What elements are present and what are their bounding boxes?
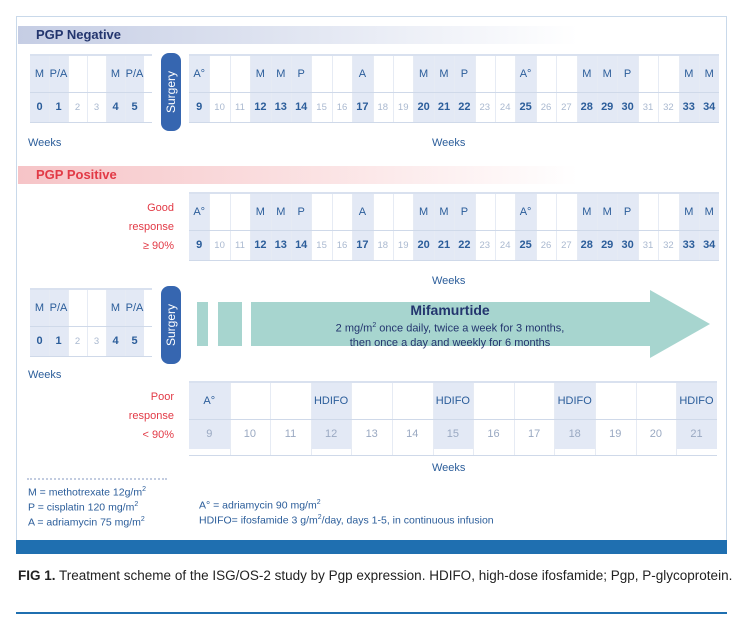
good-week-cell: 30	[617, 230, 637, 260]
good-week-cell: 22	[454, 230, 474, 260]
neg-post-drug-cell	[393, 56, 413, 92]
pgp-positive-title: PGP Positive	[36, 167, 117, 182]
pos-pre-week-cell: 1	[49, 326, 68, 356]
good-drug-cell: A°	[515, 194, 535, 230]
poor-week-cell: 15	[433, 419, 474, 449]
neg-pre-week-cell: 5	[125, 92, 144, 122]
neg-post-week-cell: 9	[189, 92, 209, 122]
neg-post-week-cell: 10	[214, 101, 225, 113]
neg-pre-drug-cell: P/A	[49, 56, 68, 92]
good-mid-rule	[189, 230, 719, 231]
neg-post-drug-cell: A	[352, 56, 372, 92]
neg-post-col-divider	[577, 56, 578, 122]
poor-week-cell: 13	[365, 428, 378, 440]
neg-post-drug-cell	[332, 56, 352, 92]
good-col-divider	[291, 194, 292, 260]
caption-bottom-rule	[16, 612, 727, 614]
poor-drug-cell: HDIFO	[311, 383, 352, 419]
good-week-cell: 12	[250, 230, 270, 260]
poor-response-line2: response	[128, 410, 174, 422]
good-week-cell: 25	[515, 230, 535, 260]
neg-post-week-cell: 18	[377, 101, 389, 113]
good-drug-cell: P	[291, 194, 311, 230]
neg-post-drug-cell	[475, 56, 495, 92]
neg-pre-drug-cell: M	[30, 56, 49, 92]
poor-response-label	[94, 388, 174, 445]
poor-drug-cell: HDIFO	[676, 383, 717, 419]
good-col-divider	[495, 194, 496, 260]
good-week-cell: 21	[434, 230, 454, 260]
good-col-divider	[271, 194, 272, 260]
good-week-cell: 32	[663, 239, 674, 251]
neg-pre-drug-cell	[68, 56, 87, 92]
neg-pre-col-divider	[49, 56, 50, 122]
poor-drug-cell: A°	[189, 383, 230, 419]
neg-post-drug-cell	[638, 56, 658, 92]
good-week-cell: 15	[316, 239, 327, 251]
neg-post-week-cell: 32	[663, 101, 674, 113]
legend-right	[199, 497, 494, 527]
pos-pre-drug-cell	[68, 290, 87, 326]
poor-week-cell: 11	[284, 428, 297, 440]
good-week-cell: 19	[397, 239, 409, 251]
neg-pre-week-cell: 3	[93, 101, 100, 113]
pos-pre-week-cell: 5	[125, 326, 144, 356]
legend-adriamycin-90: A° = adriamycin 90 $mg/m^2$	[199, 499, 321, 512]
pos-pre-col-divider	[87, 290, 88, 356]
good-col-divider	[311, 194, 312, 260]
figure-bottom-band	[16, 540, 727, 554]
figure-caption-label: FIG 1.	[18, 568, 56, 583]
neg-post-drug-cell	[536, 56, 556, 92]
neg-post-col-divider	[373, 56, 374, 122]
weeks-label-poor-response: Weeks	[432, 462, 466, 474]
pos-pre-mid-rule	[30, 326, 152, 327]
neg-post-week-cell: 17	[352, 92, 372, 122]
neg-post-col-divider	[536, 56, 537, 122]
surgery-label-positive: Surgery	[164, 303, 178, 347]
neg-post-drug-cell: M	[271, 56, 291, 92]
good-week-cell: 23	[479, 239, 491, 251]
neg-post-drug-cell: M	[250, 56, 270, 92]
neg-pre-week-cell: 0	[30, 92, 49, 122]
good-drug-cell: M	[434, 194, 454, 230]
good-week-cell: 10	[214, 239, 225, 251]
neg-post-drug-cell	[209, 56, 229, 92]
neg-post-col-divider	[475, 56, 476, 122]
pos-pre-week-cell: 3	[93, 335, 100, 347]
good-drug-cell	[495, 194, 515, 230]
neg-pre-bottom-rule	[30, 122, 152, 123]
neg-post-week-cell: 23	[479, 101, 491, 113]
good-drug-cell	[475, 194, 495, 230]
pos-pre-drug-cell: M	[106, 290, 125, 326]
pos-pre-drug-cell: M	[30, 290, 49, 326]
poor-week-cell: 17	[527, 428, 541, 440]
neg-post-week-cell: 31	[642, 101, 654, 113]
good-week-cell: 11	[235, 239, 245, 251]
good-col-divider	[230, 194, 231, 260]
neg-post-col-divider	[332, 56, 333, 122]
good-drug-cell	[638, 194, 658, 230]
good-col-divider	[393, 194, 394, 260]
good-col-divider	[597, 194, 598, 260]
good-drug-cell: M	[577, 194, 597, 230]
neg-post-week-cell: 20	[413, 92, 433, 122]
good-col-divider	[536, 194, 537, 260]
good-col-divider	[332, 194, 333, 260]
good-col-divider	[413, 194, 414, 260]
neg-post-col-divider	[230, 56, 231, 122]
neg-post-col-divider	[638, 56, 639, 122]
good-col-divider	[658, 194, 659, 260]
neg-post-drug-cell	[373, 56, 393, 92]
pos-pre-col-divider	[49, 290, 50, 356]
neg-post-drug-cell: P	[617, 56, 637, 92]
good-col-divider	[373, 194, 374, 260]
mifamurtide-dose-line1: 2 $mg/m^2$ once daily, twice a week for 3 months,	[335, 322, 565, 335]
poor-response-line3: < 90%	[142, 429, 174, 441]
poor-drug-cell	[230, 383, 271, 419]
good-col-divider	[617, 194, 618, 260]
neg-post-col-divider	[658, 56, 659, 122]
neg-post-week-cell: 19	[397, 101, 409, 113]
neg-pre-week-cell: 1	[49, 92, 68, 122]
good-drug-cell: M	[250, 194, 270, 230]
pos-pre-drug-cell: P/A	[49, 290, 68, 326]
neg-post-col-divider	[352, 56, 353, 122]
poor-drug-cell	[595, 383, 636, 419]
neg-post-week-cell: 21	[434, 92, 454, 122]
legend-left	[28, 484, 146, 529]
neg-post-week-cell: 27	[561, 101, 572, 113]
poor-response-line1: Poor	[150, 391, 174, 403]
neg-post-drug-cell: M	[679, 56, 699, 92]
legend-methotrexate: M = methotrexate $12g/m^2$	[28, 486, 147, 499]
neg-post-col-divider	[393, 56, 394, 122]
good-week-cell: 14	[291, 230, 311, 260]
neg-post-col-divider	[597, 56, 598, 122]
good-drug-cell: M	[271, 194, 291, 230]
good-drug-cell	[373, 194, 393, 230]
good-drug-cell: A°	[189, 194, 209, 230]
poor-drug-cell: HDIFO	[554, 383, 595, 419]
good-col-divider	[679, 194, 680, 260]
good-response-label	[94, 199, 174, 256]
neg-pre-week-cell: 2	[74, 101, 81, 113]
poor-week-cell: 14	[406, 428, 419, 440]
poor-mid-rule	[189, 419, 717, 420]
neg-pre-col-divider	[125, 56, 126, 122]
good-col-divider	[475, 194, 476, 260]
good-drug-cell: M	[597, 194, 617, 230]
neg-post-col-divider	[454, 56, 455, 122]
surgery-marker-positive	[161, 286, 181, 364]
neg-pre-week-cell: 4	[106, 92, 125, 122]
good-week-cell: 24	[499, 239, 511, 251]
good-week-cell: 31	[642, 239, 654, 251]
neg-pre-col-divider	[68, 56, 69, 122]
neg-post-col-divider	[250, 56, 251, 122]
weeks-label-positive-pre: Weeks	[28, 369, 62, 381]
mifamurtide-dose-line2: then once a day and weekly for 6 months	[349, 336, 551, 349]
neg-post-drug-cell	[556, 56, 576, 92]
poor-week-cell: 9	[189, 419, 230, 449]
legend-hdifo: HDIFO= ifosfamide 3 $g/m^2$/day, days 1-5, in continuous infusion	[199, 514, 494, 527]
surgery-marker	[161, 53, 181, 131]
poor-drug-cell	[392, 383, 433, 419]
neg-post-week-cell: 16	[336, 101, 348, 113]
figure-caption-text: Treatment scheme of the ISG/OS-2 study by Pgp expression. HDIFO, high-dose ifosfamide; Pgp, P-glycoprotein.	[55, 568, 733, 583]
neg-post-col-divider	[209, 56, 210, 122]
neg-post-col-divider	[495, 56, 496, 122]
good-col-divider	[434, 194, 435, 260]
neg-post-drug-cell: A°	[515, 56, 535, 92]
good-drug-cell	[209, 194, 229, 230]
pgp-positive-header	[18, 166, 578, 184]
neg-pre-mid-rule	[30, 92, 152, 93]
poor-drug-cell	[514, 383, 555, 419]
poor-week-cell: 21	[676, 419, 717, 449]
neg-post-col-divider	[515, 56, 516, 122]
neg-pre-drug-cell: M	[106, 56, 125, 92]
pos-pre-col-divider	[68, 290, 69, 356]
neg-post-week-cell: 26	[540, 101, 552, 113]
good-response-line1: Good	[147, 202, 174, 214]
poor-week-cell: 12	[311, 419, 352, 449]
good-drug-cell	[393, 194, 413, 230]
pos-pre-week-cell: 4	[106, 326, 125, 356]
neg-pre-drug-cell: P/A	[125, 56, 144, 92]
good-col-divider	[352, 194, 353, 260]
pos-pre-week-cell: 0	[30, 326, 49, 356]
mifamurtide-stripe-2	[218, 302, 242, 346]
neg-post-week-cell: 30	[617, 92, 637, 122]
neg-post-week-cell: 25	[515, 92, 535, 122]
good-drug-cell: M	[413, 194, 433, 230]
poor-bottom-rule	[189, 455, 717, 456]
good-col-divider	[454, 194, 455, 260]
poor-drug-cell	[636, 383, 677, 419]
weeks-label-negative-pre: Weeks	[28, 137, 62, 149]
good-week-cell: 9	[189, 230, 209, 260]
legend-adriamycin: A = adriamycin 75 $mg/m^2$	[28, 516, 145, 529]
neg-post-col-divider	[679, 56, 680, 122]
good-week-cell: 34	[699, 230, 719, 260]
weeks-label-good-response: Weeks	[432, 275, 466, 287]
pgp-negative-title: PGP Negative	[36, 27, 122, 42]
good-drug-cell	[332, 194, 352, 230]
mifamurtide-title: Mifamurtide	[410, 302, 490, 318]
neg-pre-drug-cell	[87, 56, 106, 92]
neg-post-week-cell: 34	[699, 92, 719, 122]
neg-pre-col-divider	[106, 56, 107, 122]
pos-pre-bottom-rule	[30, 356, 152, 357]
good-col-divider	[577, 194, 578, 260]
good-week-cell: 27	[561, 239, 572, 251]
poor-week-cell: 19	[609, 428, 622, 440]
pgp-negative-header	[18, 26, 578, 44]
neg-post-week-cell: 28	[577, 92, 597, 122]
neg-post-col-divider	[556, 56, 557, 122]
mifamurtide-stripe-1	[197, 302, 208, 346]
neg-post-week-cell: 24	[499, 101, 511, 113]
neg-post-drug-cell: M	[413, 56, 433, 92]
good-col-divider	[515, 194, 516, 260]
pos-pre-week-cell: 2	[74, 335, 81, 347]
neg-post-bottom-rule	[189, 122, 719, 123]
good-week-cell: 28	[577, 230, 597, 260]
good-col-divider	[209, 194, 210, 260]
neg-post-drug-cell: P	[291, 56, 311, 92]
poor-week-cell: 10	[243, 428, 257, 440]
neg-post-col-divider	[311, 56, 312, 122]
neg-post-week-cell: 15	[316, 101, 327, 113]
poor-drug-cell	[351, 383, 392, 419]
neg-post-week-cell: 29	[597, 92, 617, 122]
neg-post-drug-cell: M	[577, 56, 597, 92]
pos-pre-col-divider	[125, 290, 126, 356]
neg-post-drug-cell: A°	[189, 56, 209, 92]
good-response-line2: response	[128, 221, 174, 233]
good-col-divider	[699, 194, 700, 260]
pos-pre-drug-cell: P/A	[125, 290, 144, 326]
weeks-label-negative-post: Weeks	[432, 137, 466, 149]
legend-cisplatin: P = cisplatin 120 $mg/m^2$	[28, 501, 139, 514]
good-week-cell: 26	[540, 239, 552, 251]
neg-post-drug-cell: M	[699, 56, 719, 92]
pos-pre-drug-cell	[87, 290, 106, 326]
neg-post-drug-cell	[658, 56, 678, 92]
neg-post-col-divider	[271, 56, 272, 122]
poor-week-cell: 18	[554, 419, 595, 449]
good-drug-cell: P	[454, 194, 474, 230]
poor-drug-cell: HDIFO	[433, 383, 474, 419]
good-week-cell: 33	[679, 230, 699, 260]
good-week-cell: 17	[352, 230, 372, 260]
legend-divider	[27, 478, 167, 480]
neg-post-week-cell: 22	[454, 92, 474, 122]
neg-post-col-divider	[413, 56, 414, 122]
neg-post-drug-cell: P	[454, 56, 474, 92]
good-week-cell: 29	[597, 230, 617, 260]
neg-post-mid-rule	[189, 92, 719, 93]
neg-post-col-divider	[617, 56, 618, 122]
good-bottom-rule	[189, 260, 719, 261]
neg-post-week-cell: 14	[291, 92, 311, 122]
mifamurtide-text	[250, 302, 650, 350]
good-drug-cell	[536, 194, 556, 230]
neg-post-col-divider	[291, 56, 292, 122]
neg-post-week-cell: 13	[271, 92, 291, 122]
good-week-cell: 13	[271, 230, 291, 260]
good-week-cell: 20	[413, 230, 433, 260]
good-drug-cell: P	[617, 194, 637, 230]
neg-post-week-cell: 11	[235, 101, 245, 113]
figure-caption	[18, 566, 733, 585]
neg-post-drug-cell: M	[434, 56, 454, 92]
good-drug-cell	[230, 194, 250, 230]
surgery-label: Surgery	[164, 70, 178, 114]
poor-drug-cell	[270, 383, 311, 419]
neg-post-week-cell: 12	[250, 92, 270, 122]
good-col-divider	[250, 194, 251, 260]
good-response-line3: ≥ 90%	[142, 240, 174, 252]
good-drug-cell	[556, 194, 576, 230]
good-week-cell: 18	[377, 239, 389, 251]
poor-drug-cell	[473, 383, 514, 419]
good-col-divider	[556, 194, 557, 260]
good-drug-cell: A	[352, 194, 372, 230]
neg-post-week-cell: 33	[679, 92, 699, 122]
good-drug-cell	[658, 194, 678, 230]
neg-post-drug-cell	[311, 56, 331, 92]
pos-pre-col-divider	[106, 290, 107, 356]
good-drug-cell: M	[699, 194, 719, 230]
neg-post-drug-cell	[495, 56, 515, 92]
good-col-divider	[638, 194, 639, 260]
poor-week-cell: 16	[487, 428, 500, 440]
neg-post-col-divider	[699, 56, 700, 122]
neg-post-col-divider	[434, 56, 435, 122]
good-drug-cell: M	[679, 194, 699, 230]
poor-week-cell: 20	[649, 428, 663, 440]
neg-post-drug-cell	[230, 56, 250, 92]
neg-post-drug-cell: M	[597, 56, 617, 92]
neg-pre-col-divider	[87, 56, 88, 122]
good-week-cell: 16	[336, 239, 348, 251]
good-drug-cell	[311, 194, 331, 230]
